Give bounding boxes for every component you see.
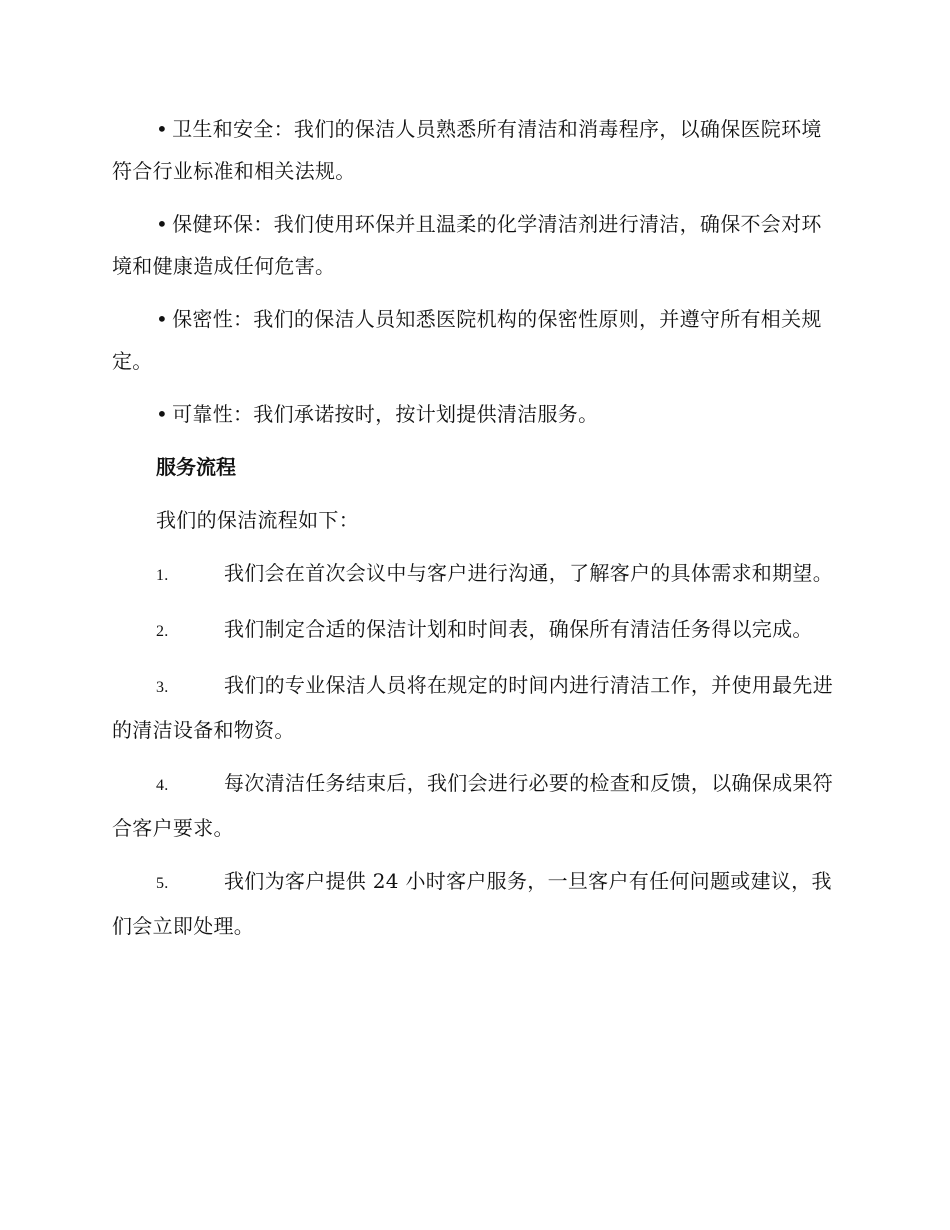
step-number: 2. (156, 623, 169, 640)
document-body (112, 108, 836, 958)
bullet-confidentiality (112, 298, 836, 382)
step-number: 4. (156, 777, 169, 794)
step-item-2 (112, 608, 836, 653)
bullet-eco-friendly (112, 203, 836, 287)
step-number: 3. (156, 679, 169, 696)
bullet-text: 保密性：我们的保洁人员知悉医院机构的保密性原则，并遵守所有相关规定。 (112, 307, 822, 373)
bullet-text: 卫生和安全：我们的保洁人员熟悉所有清洁和消毒程序，以确保医院环境符合行业标准和相关法规。 (112, 117, 822, 183)
bullet-reliability (112, 393, 836, 435)
step-item-1 (112, 552, 836, 597)
section-heading: 服务流程 (156, 455, 236, 479)
step-item-4 (112, 762, 836, 849)
step-text: 每次清洁任务结束后，我们会进行必要的检查和反馈，以确保成果符合客户要求。 (112, 771, 833, 840)
step-text: 我们会在首次会议中与客户进行沟通，了解客户的具体需求和期望。 (224, 561, 833, 585)
step-text: 我们的专业保洁人员将在规定的时间内进行清洁工作，并使用最先进的清洁设备和物资。 (112, 673, 833, 742)
step-item-5 (112, 860, 836, 947)
bullet-text: 保健环保：我们使用环保并且温柔的化学清洁剂进行清洁，确保不会对环境和健康造成任何危害。 (112, 212, 822, 278)
step-text: 我们为客户提供 24 小时客户服务，一旦客户有任何问题或建议，我们会立即处理。 (112, 869, 832, 938)
section-intro: 我们的保洁流程如下： (156, 508, 359, 532)
step-text: 我们制定合适的保洁计划和时间表，确保所有清洁任务得以完成。 (224, 617, 813, 641)
bullet-mark: • (156, 117, 169, 141)
step-number: 1. (156, 567, 169, 584)
bullet-mark: • (156, 307, 169, 331)
bullet-mark: • (156, 402, 169, 426)
bullet-hygiene-safety (112, 108, 836, 192)
step-item-3 (112, 664, 836, 751)
bullet-mark: • (156, 212, 169, 236)
step-number: 5. (156, 875, 169, 892)
bullet-text: 可靠性：我们承诺按时，按计划提供清洁服务。 (172, 402, 599, 426)
